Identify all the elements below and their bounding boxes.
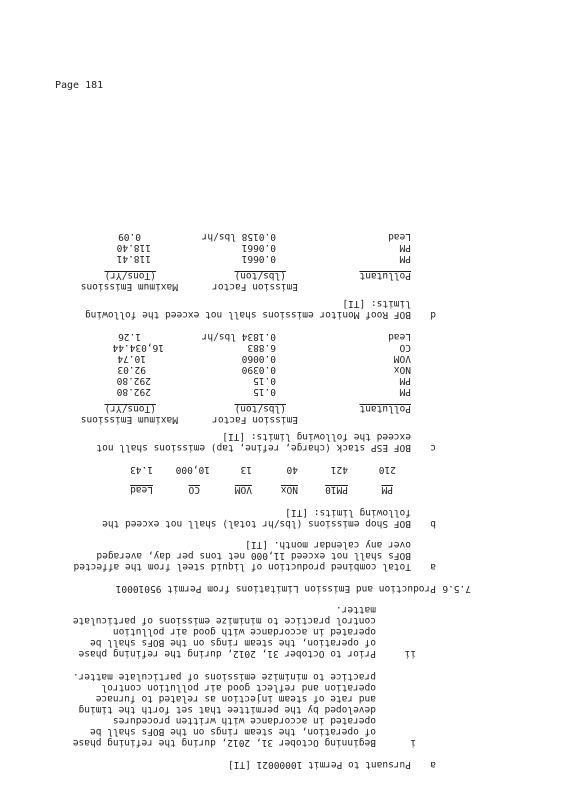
item-c-line-2: exceed the following limits: [TI] (222, 431, 411, 442)
roof-col-header-max: Maximum Emissions (80, 281, 178, 292)
section-number: 7.5.6 (442, 583, 471, 594)
subitem-i-line-3: operated in accordance with written procedures (112, 715, 376, 726)
subitem-i-line-1: Beginning October 31, 2012, during the refining phase (72, 737, 376, 748)
esp-row-4-max: 10.74 (117, 353, 146, 364)
shop-value-lead: 1.43 (130, 464, 153, 475)
roof-row-1-factor: 0.0661 (241, 253, 276, 264)
subitem-i-line-4: developed by the permittee that set forth the timing (78, 704, 376, 715)
roof-col-unit-factor: (lbs/ton) (234, 270, 286, 281)
esp-row-4-factor: 0.0060 (241, 353, 276, 364)
shop-value-vom: 13 (240, 464, 252, 475)
subitem-i-line-6: operation and reflect good air pollution control (101, 682, 376, 693)
shop-header-vom: VOM (234, 484, 252, 495)
shop-header-pm: PM (381, 484, 393, 495)
shop-header-co: CO (188, 484, 200, 495)
roof-row-3-pollutant: Lead (388, 231, 411, 242)
shop-value-nox: 40 (286, 464, 298, 475)
item-a2-line-1: Total combined production of liquid steel from the affected (73, 561, 411, 572)
roof-col-header-factor: Emission Factor (212, 281, 298, 292)
section-title: Production and Emission Limitations from Permit 95010001 (115, 583, 436, 594)
roof-col-pollutant: Pollutant (359, 270, 411, 281)
esp-row-6-pollutant: Lead (388, 331, 411, 342)
subitem-i-numeral: i (410, 737, 416, 748)
shop-header-lead: Lead (130, 484, 153, 495)
shop-header-pm10: PM10 (325, 484, 348, 495)
item-c-letter: c (430, 442, 436, 453)
subitem-i-line-7: practice to minimize emissions of particulate matter. (72, 671, 376, 682)
item-a-text: Pursuant to Permit 10000021 [TI] (227, 759, 411, 770)
esp-row-3-max: 92.03 (117, 364, 146, 375)
roof-row-2-max: 118.40 (116, 242, 151, 253)
page-number: Page 181 (55, 80, 104, 91)
item-d-letter: d (430, 309, 436, 320)
esp-col-pollutant: Pollutant (359, 403, 411, 414)
roof-row-2-pollutant: PM (399, 242, 411, 253)
shop-value-pm: 210 (378, 464, 396, 475)
item-a-letter: a (430, 759, 436, 770)
esp-row-3-factor: 0.0390 (241, 364, 276, 375)
shop-header-nox: NOx (280, 484, 298, 495)
item-d-line-1: BOF Roof Monitor emissions shall not exceed the following (84, 309, 411, 320)
item-b-line-2: following limits: [TI] (285, 507, 411, 518)
esp-row-6-factor: 0.1834 lbs/hr (201, 331, 276, 342)
roof-row-3-factor: 0.0158 lbs/hr (201, 231, 276, 242)
subitem-ii-line-5: matter. (335, 604, 376, 615)
roof-col-unit-max: (Tons/Yr) (104, 270, 156, 281)
item-a2-line-2: BOFs shall not exceed 11,000 net tons per day, averaged (96, 550, 411, 561)
esp-col-header-factor: Emission Factor (212, 414, 298, 425)
esp-row-6-max: 1.26 (118, 331, 141, 342)
esp-col-header-max: Maximum Emissions (80, 414, 178, 425)
esp-row-4-pollutant: VOM (393, 353, 411, 364)
item-a2-line-3: over any calendar month. [TI] (245, 539, 411, 550)
item-a2-letter: a (430, 561, 436, 572)
esp-row-2-max: 292.80 (116, 375, 151, 386)
esp-row-1-max: 292.80 (116, 386, 151, 397)
subitem-ii-line-2: of operation, the steam rings on the BOFs shall be (90, 637, 376, 648)
roof-row-1-pollutant: PM (399, 253, 411, 264)
esp-row-2-pollutant: PM (399, 375, 411, 386)
subitem-i-line-2: of operation, the steam rings on the BOFs shall be (90, 726, 376, 737)
item-b-line-1: BOF Shop emissions (lbs/hr total) shall not exceed the (102, 518, 411, 529)
esp-col-unit-factor: (lbs/ton) (234, 403, 286, 414)
esp-row-1-pollutant: PM (399, 386, 411, 397)
subitem-ii-line-3: operated in accordance with good air pollution (112, 626, 376, 637)
item-c-line-1: BOF ESP stack (charge, refine, tap) emissions shall not (96, 442, 411, 453)
esp-col-unit-max: (Tons/Yr) (104, 403, 156, 414)
item-d-line-2: limits: [TI] (342, 298, 411, 309)
subitem-ii-line-1: Prior to October 31, 2012, during the refining phase (78, 648, 376, 659)
roof-row-2-factor: 0.0661 (241, 242, 276, 253)
roof-row-1-max: 118.41 (116, 253, 151, 264)
roof-row-3-max: 0.09 (118, 231, 141, 242)
subitem-ii-line-4: control practice to minimize emissions of particulate (72, 615, 376, 626)
esp-row-2-factor: 0.15 (253, 375, 276, 386)
subitem-i-line-5: and rate of steam injection as related to furnace (95, 693, 376, 704)
esp-row-1-factor: 0.15 (253, 386, 276, 397)
item-b-letter: b (430, 518, 436, 529)
subitem-ii-numeral: ii (404, 648, 416, 659)
esp-row-3-pollutant: NOx (393, 364, 411, 375)
esp-row-5-max: 16,034.44 (112, 342, 164, 353)
shop-value-pm10: 421 (330, 464, 348, 475)
shop-value-co: 10,000 (175, 464, 210, 475)
esp-row-5-pollutant: CO (399, 342, 411, 353)
esp-row-5-factor: 6.883 (247, 342, 276, 353)
